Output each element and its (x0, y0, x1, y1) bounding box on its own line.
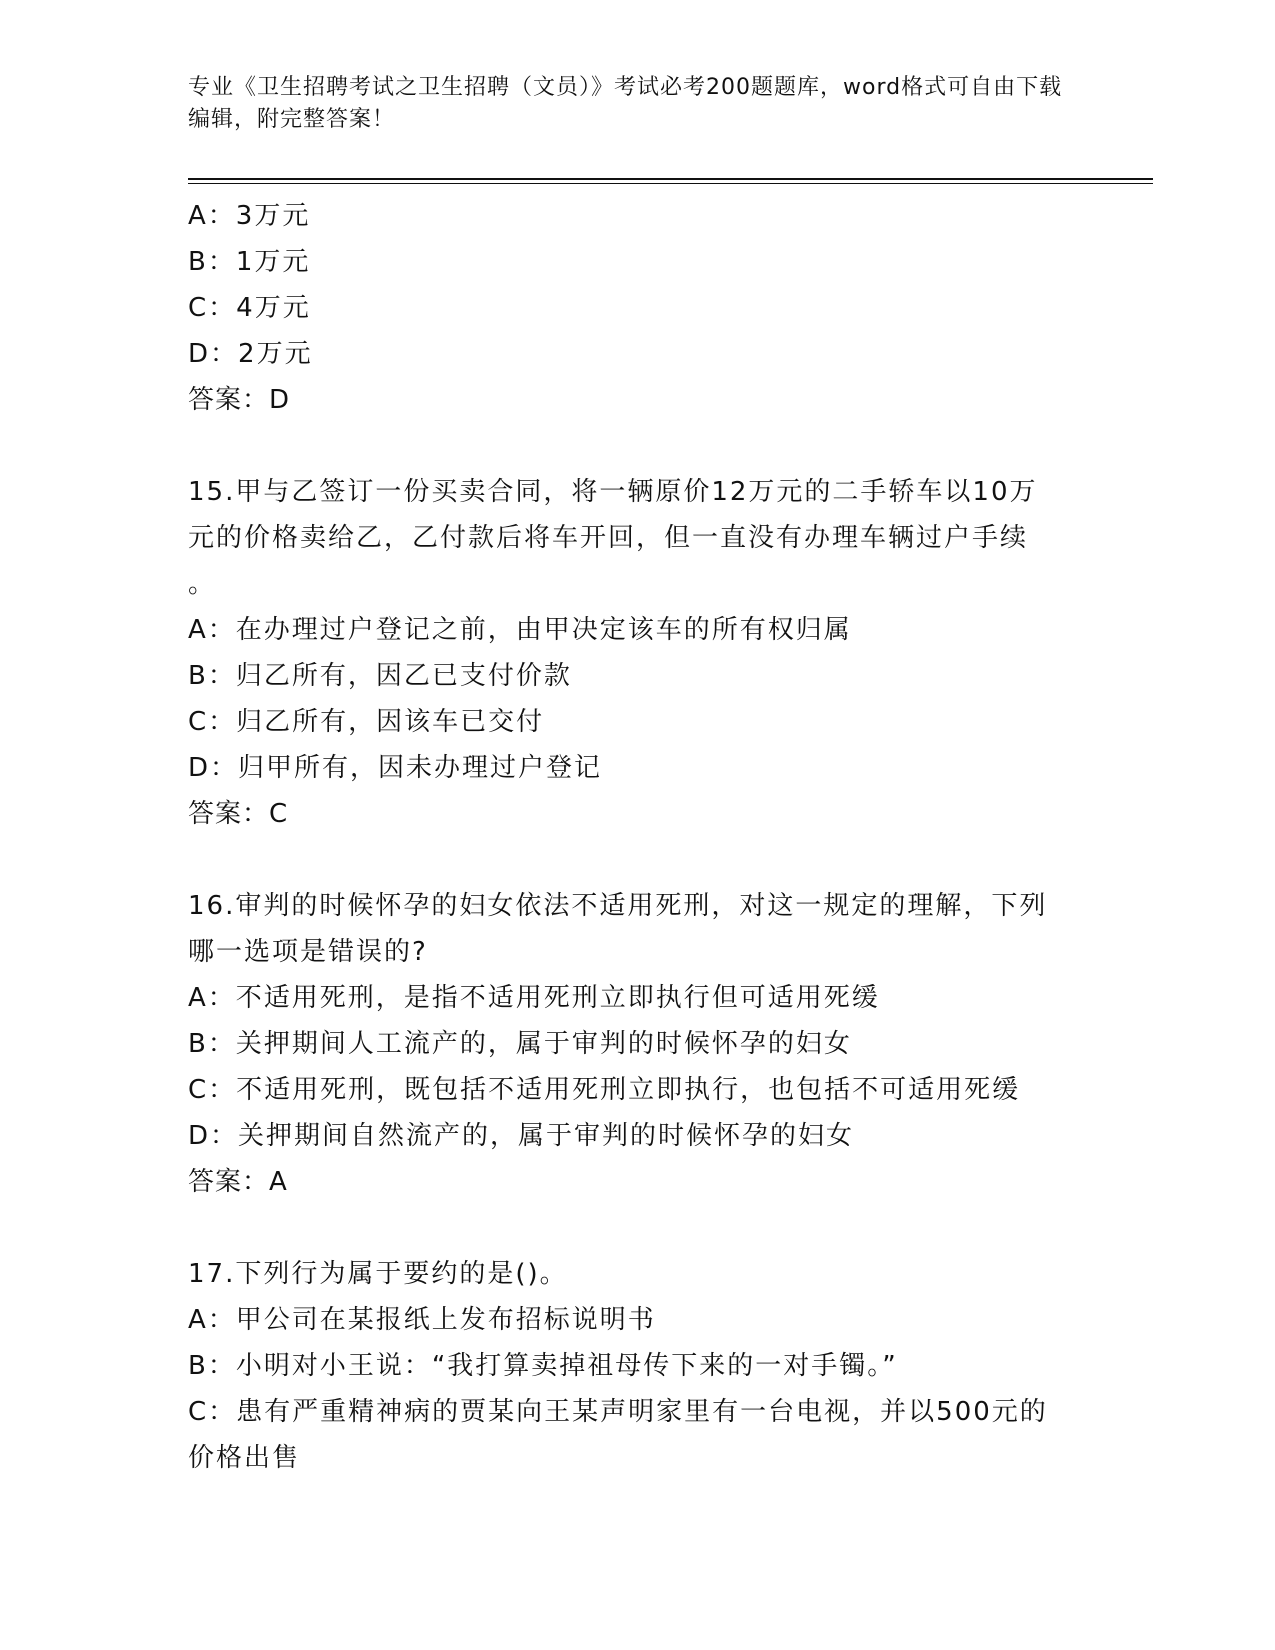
answer: 答案：A (188, 1167, 288, 1197)
option-d: D：关押期间自然流产的，属于审判的时候怀孕的妇女 (188, 1121, 855, 1151)
question-stem: 16.审判的时候怀孕的妇女依法不适用死刑，对这一规定的理解，下列 (188, 891, 1048, 921)
question-16 (188, 883, 1088, 1205)
header-divider-thin (188, 183, 1153, 184)
option-d: D：2万元 (188, 339, 313, 369)
option-b: B：1万元 (188, 247, 311, 277)
question-stem: 。 (188, 569, 217, 599)
answer: 答案：C (188, 799, 289, 829)
page-header (188, 72, 1068, 136)
option-c: C：患有严重精神病的贾某向王某声明家里有一台电视，并以500元的 (188, 1397, 1048, 1427)
option-c: C：归乙所有，因该车已交付 (188, 707, 545, 737)
option-a: A：在办理过户登记之前，由甲决定该车的所有权归属 (188, 615, 852, 645)
header-divider-thick (188, 178, 1153, 180)
option-a: A：甲公司在某报纸上发布招标说明书 (188, 1305, 656, 1335)
option-b: B：归乙所有，因乙已支付价款 (188, 661, 572, 691)
question-15 (188, 469, 1088, 837)
option-b: B：小明对小王说：“我打算卖掉祖母传下来的一对手镯。” (188, 1351, 898, 1381)
question-17 (188, 1251, 1088, 1481)
option-d: D：归甲所有，因未办理过户登记 (188, 753, 603, 783)
option-c: C：不适用死刑，既包括不适用死刑立即执行，也包括不可适用死缓 (188, 1075, 1021, 1105)
question-stem: 15.甲与乙签订一份买卖合同，将一辆原价12万元的二手轿车以10万 (188, 477, 1038, 507)
option-b: B：关押期间人工流产的，属于审判的时候怀孕的妇女 (188, 1029, 852, 1059)
option-c-continued: 价格出售 (188, 1443, 301, 1473)
option-c: C：4万元 (188, 293, 311, 323)
answer: 答案：D (188, 385, 291, 415)
header-title: 专业《卫生招聘考试之卫生招聘（文员）》考试必考200题题库，word格式可自由下载编辑，附完整答案！ (188, 75, 1063, 132)
spacer (188, 837, 1088, 883)
question-content (188, 193, 1088, 1481)
option-a: A：3万元 (188, 201, 311, 231)
question-stem: 元的价格卖给乙，乙付款后将车开回，但一直没有办理车辆过户手续 (188, 523, 1029, 553)
question-14 (188, 193, 1088, 423)
spacer (188, 423, 1088, 469)
option-a: A：不适用死刑，是指不适用死刑立即执行但可适用死缓 (188, 983, 880, 1013)
question-stem: 17.下列行为属于要约的是()。 (188, 1259, 568, 1289)
question-stem: 哪一选项是错误的? (188, 937, 428, 967)
spacer (188, 1205, 1088, 1251)
